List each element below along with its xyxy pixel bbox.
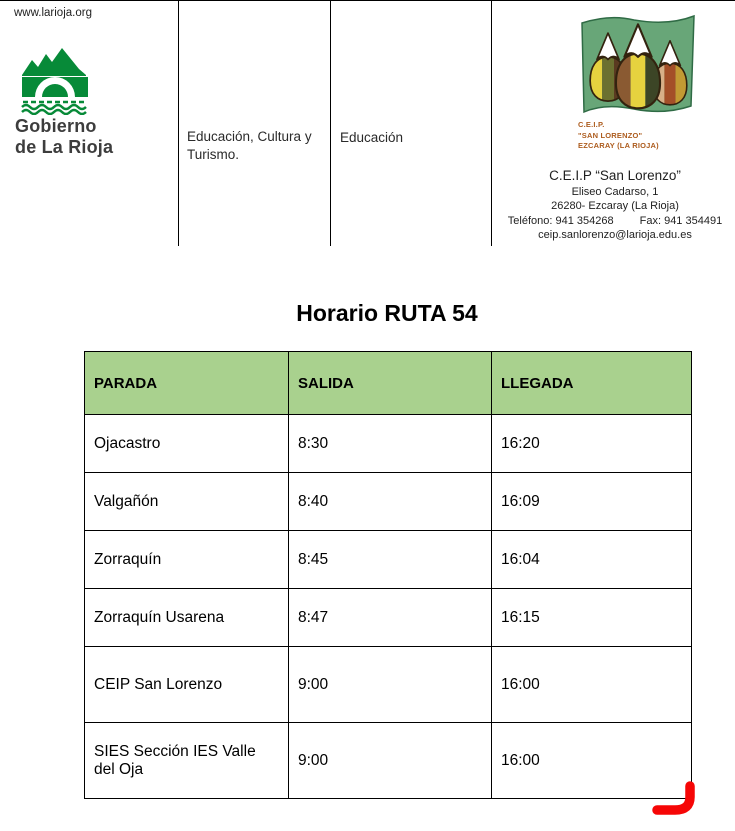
government-name-line2: de La Rioja	[15, 137, 114, 158]
cell-salida: 9:00	[289, 647, 492, 723]
cell-salida: 9:00	[289, 723, 492, 799]
cell-llegada: 16:00	[492, 647, 692, 723]
school-address: Eliseo Cadarso, 1	[571, 186, 659, 198]
school-email: ceip.sanlorenzo@larioja.edu.es	[538, 228, 692, 241]
column-header-llegada: LLEGADA	[492, 352, 692, 415]
table-row	[85, 531, 692, 589]
website-url: www.larioja.org	[14, 7, 92, 19]
table-row	[85, 589, 692, 647]
school-city: 26280- Ezcaray (La Rioja)	[551, 200, 679, 213]
cell-parada: Zorraquín	[85, 531, 289, 589]
school-name: C.E.I.P “San Lorenzo”	[549, 168, 681, 183]
table-row	[85, 723, 692, 799]
government-name-line1: Gobierno	[15, 116, 97, 136]
school-fax: Fax: 941 354491	[639, 214, 723, 227]
school-logo-caption	[578, 120, 659, 152]
table-row	[85, 415, 692, 473]
table-header-row	[85, 352, 692, 415]
cell-salida: 8:30	[289, 415, 492, 473]
cell-salida: 8:40	[289, 473, 492, 531]
cell-parada: Ojacastro	[85, 415, 289, 473]
government-name	[15, 116, 113, 158]
department-label: Educación, Cultura y Turismo.	[187, 129, 312, 163]
cell-parada: CEIP San Lorenzo	[85, 647, 289, 723]
school-phone-fax	[495, 214, 735, 228]
cell-llegada: 16:09	[492, 473, 692, 531]
cell-parada: SIES Sección IES Valle del Oja	[85, 723, 289, 799]
header-divider-1	[178, 0, 179, 246]
red-corner-mark-icon	[643, 773, 705, 823]
school-contact-block	[495, 168, 735, 242]
school-pencils-logo-icon	[572, 10, 702, 122]
school-phone: Teléfono: 941 354268	[507, 214, 614, 227]
route-schedule-table	[84, 351, 692, 799]
school-caption-line3: EZCARAY (LA RIOJA)	[578, 141, 659, 150]
cell-salida: 8:47	[289, 589, 492, 647]
header-divider-3	[491, 0, 492, 246]
table-row	[85, 647, 692, 723]
school-caption-line1: C.E.I.P.	[578, 120, 605, 129]
column-header-salida: SALIDA	[289, 352, 492, 415]
cell-llegada: 16:04	[492, 531, 692, 589]
cell-llegada: 16:20	[492, 415, 692, 473]
cell-llegada: 16:15	[492, 589, 692, 647]
cell-salida: 8:45	[289, 531, 492, 589]
school-caption-line2: "SAN LORENZO"	[578, 130, 643, 140]
cell-llegada: 16:00	[492, 723, 692, 799]
column-header-parada: PARADA	[85, 352, 289, 415]
cell-parada: Zorraquín Usarena	[85, 589, 289, 647]
page-title: Horario RUTA 54	[296, 300, 478, 326]
header-divider-2	[330, 0, 331, 246]
table-row	[85, 473, 692, 531]
unit-label: Educación	[340, 130, 404, 145]
header-top-border	[0, 0, 735, 1]
gobierno-la-rioja-logo-icon	[20, 45, 90, 115]
cell-parada: Valgañón	[85, 473, 289, 531]
